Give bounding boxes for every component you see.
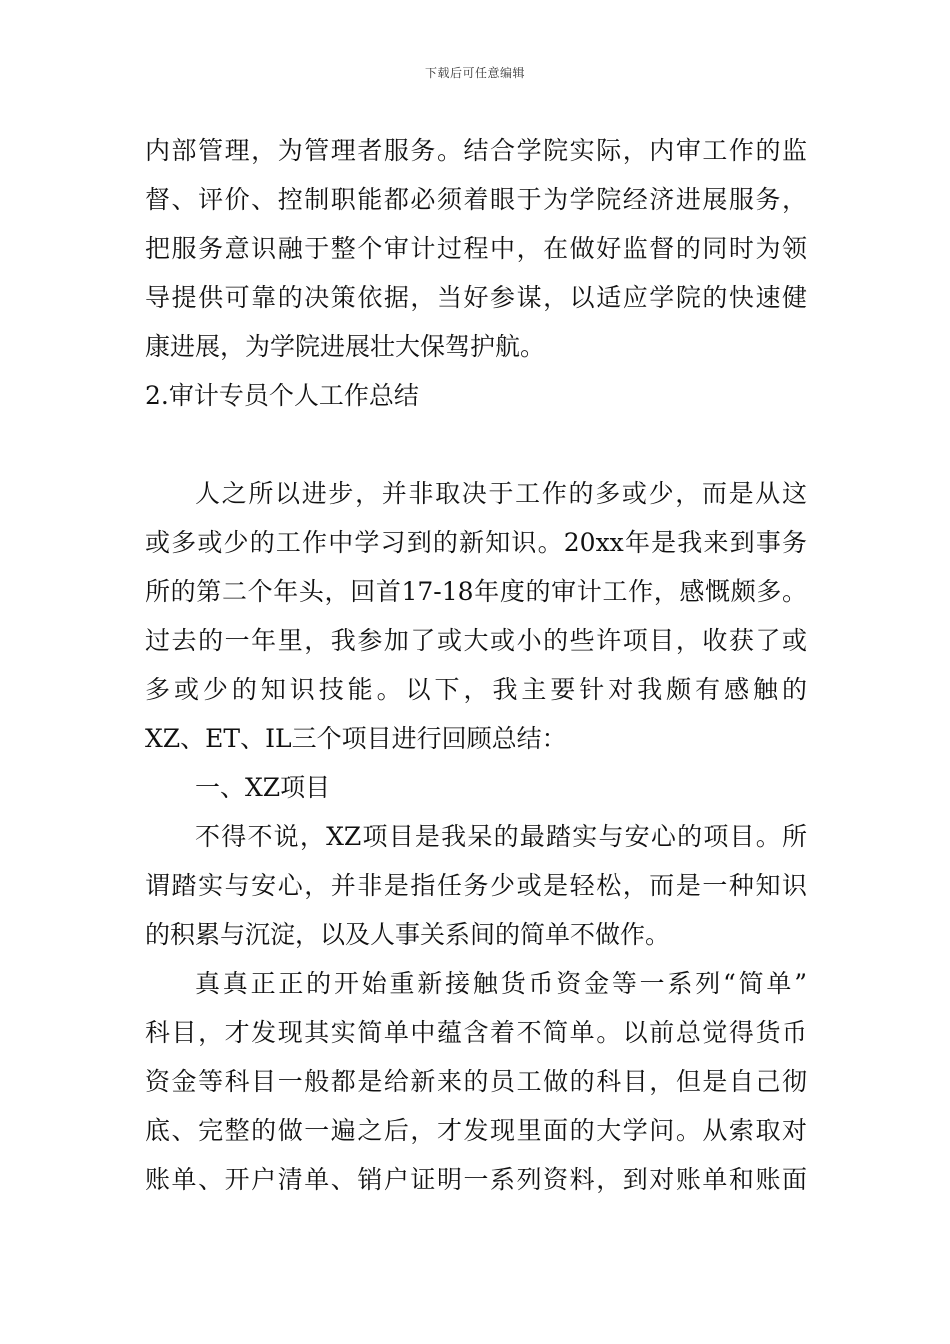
text-line: XZ、ET、IL三个项目进行回顾总结： xyxy=(145,724,567,753)
text-line: 资金等科目一般都是给新来的员工做的科目，但是自己彻 xyxy=(145,1067,807,1096)
text-line: 导提供可靠的决策依据，当好参谋，以适应学院的快速健 xyxy=(145,283,807,312)
text-line: 康进展，为学院进展壮大保驾护航。 xyxy=(145,332,546,361)
page-header: 下载后可任意编辑 xyxy=(424,66,525,80)
text-line: 不得不说，XZ项目是我呆的最踏实与安心的项目。所 xyxy=(195,822,807,851)
text-line: 所的第二个年头，回首17-18年度的审计工作，感慨颇多。 xyxy=(145,577,807,606)
text-line: 把服务意识融于整个审计过程中，在做好监督的同时为领 xyxy=(145,234,807,263)
section-heading: 2.审计专员个人工作总结 xyxy=(145,381,419,410)
paragraph xyxy=(145,469,807,763)
text-line: 内部管理，为管理者服务。结合学院实际，内审工作的监 xyxy=(145,136,807,165)
text-line: 谓踏实与安心，并非是指任务少或是轻松，而是一种知识 xyxy=(145,871,807,900)
text-line: 督、评价、控制职能都必须着眼于为学院经济进展服务， xyxy=(145,185,807,214)
text-line: 的积累与沉淀，以及人事关系间的简单不做作。 xyxy=(145,920,671,949)
text-line: 人之所以进步，并非取决于工作的多或少，而是从这 xyxy=(195,479,807,508)
blank-line xyxy=(145,420,807,469)
text-line: 过去的一年里，我参加了或大或小的些许项目，收获了或 xyxy=(145,626,807,655)
subsection-heading: 一、XZ项目 xyxy=(195,773,331,802)
text-line: 底、完整的做一遍之后，才发现里面的大学问。从索取对 xyxy=(145,1116,807,1145)
text-line: 多或少的知识技能。以下，我主要针对我颇有感触的 xyxy=(145,675,807,704)
text-line: 真真正正的开始重新接触货币资金等一系列“简单” xyxy=(195,969,807,998)
paragraph xyxy=(145,812,807,959)
text-line: 账单、开户清单、销户证明一系列资料，到对账单和账面 xyxy=(145,1165,807,1194)
document-body xyxy=(145,126,807,1204)
text-line: 或多或少的工作中学习到的新知识。20xx年是我来到事务 xyxy=(145,528,807,557)
paragraph xyxy=(145,959,807,1204)
paragraph xyxy=(145,126,807,371)
text-line: 科目，才发现其实简单中蕴含着不简单。以前总觉得货币 xyxy=(145,1018,807,1047)
